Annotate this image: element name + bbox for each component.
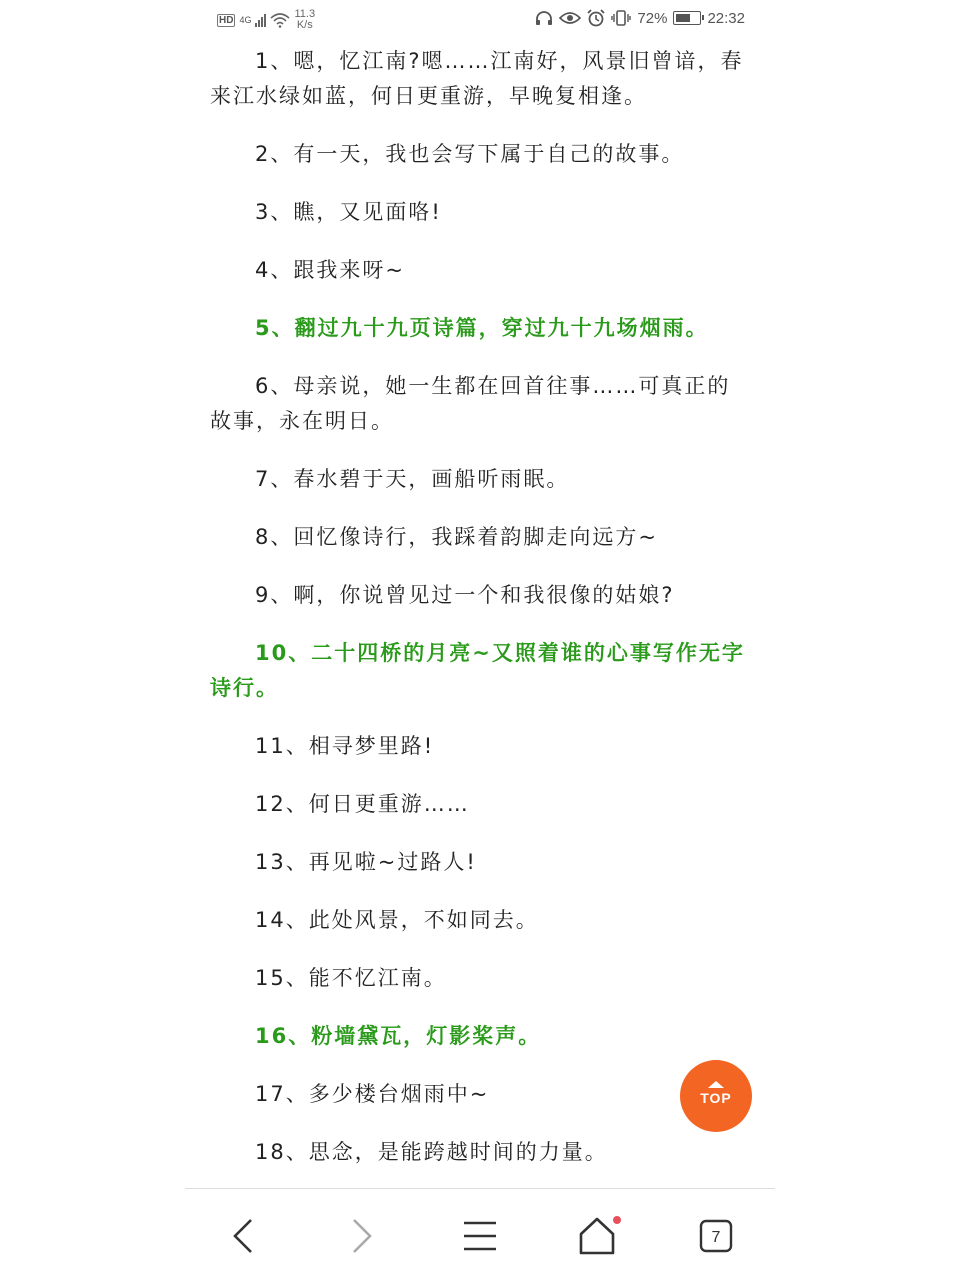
wifi-icon	[270, 12, 290, 28]
status-bar	[185, 0, 775, 40]
tabs-icon	[699, 1219, 733, 1253]
notification-dot	[613, 1216, 621, 1224]
paragraph-4: 4、跟我来呀~	[255, 258, 405, 282]
bottom-navigation-bar	[185, 1188, 775, 1281]
paragraph-17: 17、多少楼台烟雨中~	[255, 1082, 490, 1106]
headphones-icon	[535, 10, 553, 26]
network-generation: 4G	[239, 15, 252, 25]
speed-value: 11.3	[294, 8, 316, 20]
scroll-to-top-button[interactable]	[680, 1060, 752, 1132]
battery-icon	[673, 11, 701, 25]
menu-button[interactable]	[455, 1211, 505, 1261]
paragraph-9: 9、啊，你说曾见过一个和我很像的姑娘?	[255, 583, 675, 607]
paragraph-2: 2、有一天，我也会写下属于自己的故事。	[255, 142, 685, 166]
paragraph-15: 15、能不忆江南。	[255, 966, 447, 990]
article-content	[210, 44, 750, 1193]
paragraph-14: 14、此处风景，不如同去。	[255, 908, 539, 932]
home-button[interactable]	[574, 1211, 624, 1261]
back-button[interactable]	[218, 1211, 268, 1261]
forward-button[interactable]	[337, 1211, 387, 1261]
home-icon	[577, 1216, 621, 1256]
paragraph-16: 16、粉墙黛瓦，灯影桨声。	[255, 1024, 542, 1048]
tabs-button[interactable]	[691, 1211, 741, 1261]
paragraph-1: 1、嗯，忆江南?嗯……江南好，风景旧曾谙，春来江水绿如蓝，何日更重游，早晚复相逢。	[210, 49, 744, 108]
signal-icon	[255, 13, 266, 27]
paragraph-5: 5、翻过九十九页诗篇，穿过九十九场烟雨。	[255, 316, 709, 340]
paragraph-13: 13、再见啦~过路人!	[255, 850, 477, 874]
menu-icon	[463, 1220, 497, 1252]
eye-icon	[559, 11, 581, 25]
paragraph-10: 10、二十四桥的月亮~又照着谁的心事写作无字诗行。	[210, 641, 745, 700]
top-button-label: TOP	[700, 1090, 732, 1106]
clock-time: 22:32	[707, 9, 745, 27]
paragraph-3: 3、瞧，又见面咯!	[255, 200, 442, 224]
paragraph-11: 11、相寻梦里路!	[255, 734, 435, 758]
network-speed	[294, 9, 315, 31]
paragraph-8: 8、回忆像诗行，我踩着韵脚走向远方~	[255, 525, 658, 549]
battery-percent: 72%	[637, 9, 668, 27]
tabs-count: 7	[711, 1229, 721, 1246]
paragraph-7: 7、春水碧于天，画船听雨眠。	[255, 467, 570, 491]
alarm-icon	[587, 9, 605, 27]
forward-arrow-icon	[350, 1218, 374, 1254]
paragraph-18: 18、思念，是能跨越时间的力量。	[255, 1140, 608, 1164]
paragraph-6: 6、母亲说，她一生都在回首往事……可真正的故事，永在明日。	[210, 374, 731, 433]
arrow-up-icon	[708, 1081, 724, 1088]
back-arrow-icon	[231, 1218, 255, 1254]
hd-indicator: HD	[219, 14, 234, 26]
paragraph-12: 12、何日更重游……	[255, 792, 470, 816]
speed-unit: K/s	[296, 19, 313, 31]
vibrate-icon	[611, 10, 631, 26]
